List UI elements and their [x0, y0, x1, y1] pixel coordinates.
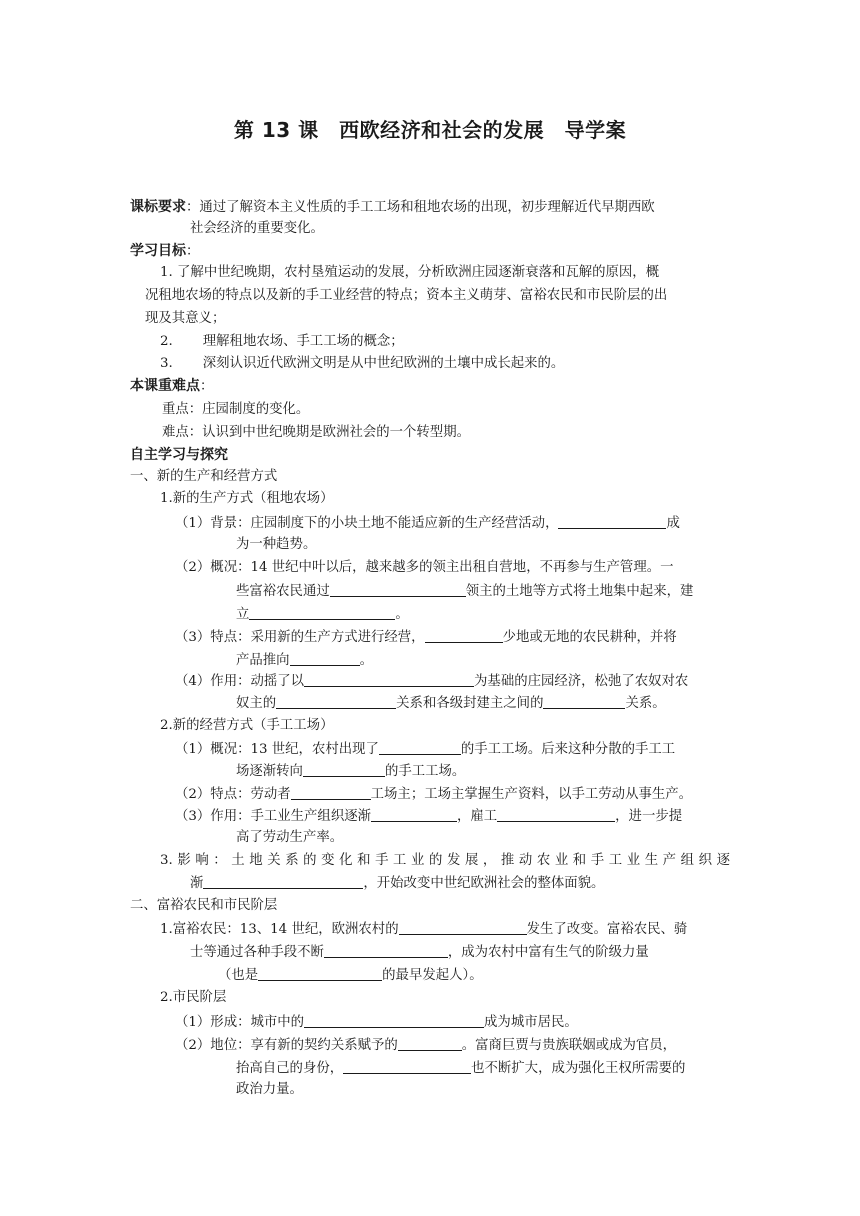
item-workshop-features: （2）特点：劳动者 工场主；工场主掌握生产资料，以手工劳动从事生产。	[175, 787, 693, 802]
blank-field[interactable]	[304, 672, 474, 687]
goal-2: 2. 理解租地农场、手工工场的概念；	[160, 334, 404, 349]
section-1-2-heading: 2.新的经营方式（手工工场）	[160, 718, 334, 733]
section-1-1-heading: 1.新的生产方式（租地农场）	[160, 491, 334, 506]
item-effect: （4）作用：动摇了以 为基础的庄园经济，松弛了农奴对农	[175, 674, 689, 689]
blank-field[interactable]	[343, 1059, 471, 1074]
page-title: 第 13 课 西欧经济和社会的发展 导学案	[233, 118, 627, 142]
item-burgher-status: （2）地位：享有新的契约关系赋予的 。富商巨贾与贵族联姻或成为官员，	[175, 1038, 677, 1053]
keypoints-heading: 本课重难点：	[130, 378, 214, 394]
item-workshop-effect: （3）作用：手工业生产组织逐渐 ，雇工 ，进一步提	[175, 809, 683, 824]
blank-field[interactable]	[398, 1036, 462, 1051]
standard-line-1: 课标要求：通过了解资本主义性质的手工工场和租地农场的出现，初步理解近代早期西欧	[130, 199, 655, 215]
item-features: （3）特点：采用新的生产方式进行经营， 少地或无地的农民耕种，并将	[175, 630, 677, 645]
standard-label: 课标要求	[130, 199, 186, 215]
keypoint-key: 重点：庄园制度的变化。	[162, 402, 310, 417]
keypoint-difficult: 难点：认识到中世纪晚期是欧洲社会的一个转型期。	[162, 425, 470, 440]
section-1-heading: 一、新的生产和经营方式	[130, 469, 278, 484]
blank-field[interactable]	[497, 807, 615, 822]
blank-field[interactable]	[543, 694, 625, 709]
item-burgher-formation: （1）形成：城市中的 成为城市居民。	[175, 1015, 578, 1030]
blank-field[interactable]	[291, 785, 371, 800]
section-2-heading: 二、富裕农民和市民阶层	[130, 898, 278, 913]
blank-field[interactable]	[379, 740, 461, 755]
blank-field[interactable]	[249, 605, 395, 620]
blank-field[interactable]	[303, 762, 385, 777]
goal-3: 3. 深刻认识近代欧洲文明是从中世纪欧洲的土壤中成长起来的。	[160, 356, 565, 371]
item-rich-peasants: 1.富裕农民：13、14 世纪，欧洲农村的 发生了改变。富裕农民、骑	[160, 922, 688, 937]
blank-field[interactable]	[399, 920, 527, 935]
blank-field[interactable]	[558, 514, 666, 529]
document-page: 第 13 课 西欧经济和社会的发展 导学案 课标要求：通过了解资本主义性质的手工工场和租地农场的出现，初步理解近代早期西欧 社会经济的重要变化。 学习目标： 1. 了解中世纪晚期，农村垦殖运动的发展，分析欧洲庄园逐渐衰落和瓦解的原因，概 况租地农场的特点以及新的手工业经营的特点；资本主义萌芽、富裕农民和市民阶层的出 现及其意义； 2. 理解租地农场、手工工场的概念； 3. 深刻认识近代欧洲文明是从中世纪欧洲的土壤中成长起来的。 本课重难点： 重点：庄园制度的变化。 难点：认识到中世纪晚期是欧洲社会的一个转型期。 自主学习与探究 一、新的生产和经营方式 1.新的生产方式（租地农场） （1）背景：庄园制度下的小块土地不能适应新的生产经营活动， 成 为一种趋势。 （2）概况：14 世纪中叶以后，越来越多的领主出租自营地，不再参与生产管理。一 些富裕农民通过 领主的土地等方式将土地集中起来，建 立 。 （3）特点：采用新的生产方式进行经营， 少地或无地的农民耕种，并将 产品推向 。 （4）作用：动摇了以 为基础的庄园经济，松弛了农奴对农 奴主的 关系和各级封建主之间的 关系。 2.新的经营方式（手工工场） （1）概况：13 世纪，农村出现了 的手工工场。后来这种分散的手工工 场逐渐转向 的手工工场。 （2）特点：劳动者 工场主；工场主掌握生产资料，以手工劳动从事生产。 （3）作用：手工业生产组织逐渐 ，雇工 ，进一步提 高了劳动生产率。 3.影响：土地关系的变化和手工业的发展，推动农业和手工业生产组织逐 渐 ，开始改变中世纪欧洲社会的整体面貌。 二、富裕农民和市民阶层 1.富裕农民：13、14 世纪，欧洲农村的 发生了改变。富裕农民、骑 士等通过各种手段不断 ，成为农村中富有生气的阶级力量 （也是 的最早发起人）。 2.市民阶层 （1）形成：城市中的 成为城市居民。 （2）地位：享有新的契约关系赋予的 。富商巨贾与贵族联姻或成为官员， 抬高自己的身份， 也不断扩大，成为强化王权所需要的 政治力量。	[0, 0, 860, 1216]
goal-1-line-3: 现及其意义；	[145, 311, 226, 326]
explore-heading: 自主学习与探究	[130, 447, 228, 463]
goals-heading: 学习目标：	[130, 243, 200, 259]
blank-field[interactable]	[276, 694, 396, 709]
goal-1-line-1: 1. 了解中世纪晚期，农村垦殖运动的发展，分析欧洲庄园逐渐衰落和瓦解的原因，概	[160, 265, 660, 280]
blank-field[interactable]	[258, 966, 382, 981]
blank-field[interactable]	[371, 807, 457, 822]
standard-line-2: 社会经济的重要变化。	[190, 221, 324, 236]
blank-field[interactable]	[425, 628, 503, 643]
blank-field[interactable]	[290, 651, 360, 666]
section-1-3: 3.影响：土地关系的变化和手工业的发展，推动农业和手工业生产组织逐	[160, 853, 730, 868]
blank-field[interactable]	[304, 1013, 484, 1028]
section-2-2-heading: 2.市民阶层	[160, 990, 227, 1005]
item-workshop-overview: （1）概况：13 世纪，农村出现了 的手工工场。后来这种分散的手工工	[175, 742, 676, 757]
blank-field[interactable]	[203, 874, 363, 889]
blank-field[interactable]	[324, 943, 448, 958]
goal-1-line-2: 况租地农场的特点以及新的手工业经营的特点；资本主义萌芽、富裕农民和市民阶层的出	[145, 288, 668, 303]
blank-field[interactable]	[330, 582, 466, 597]
item-background: （1）背景：庄园制度下的小块土地不能适应新的生产经营活动， 成	[175, 516, 680, 531]
item-overview: （2）概况：14 世纪中叶以后，越来越多的领主出租自营地，不再参与生产管理。一	[175, 560, 674, 575]
